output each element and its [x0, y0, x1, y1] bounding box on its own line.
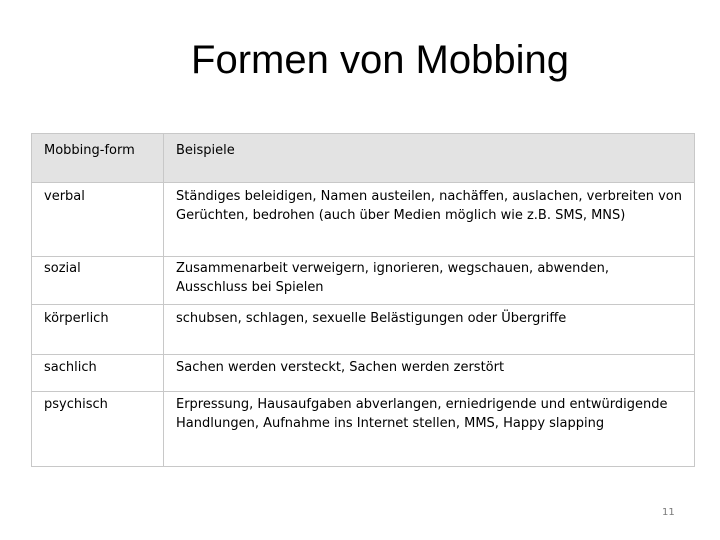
row-form-cell: körperlich [32, 305, 164, 355]
table-row [32, 392, 695, 467]
page-title: Formen von Mobbing [191, 38, 569, 82]
table-header-row [32, 134, 695, 183]
row-form-cell: psychisch [32, 392, 164, 467]
table-row [32, 257, 695, 305]
page-number: 11 [662, 507, 675, 518]
row-form-cell: sachlich [32, 355, 164, 392]
row-examples-cell: Ständiges beleidigen, Namen austeilen, nachäffen, auslachen, verbreiten von Gerüchten, bedrohen (auch über Medien möglich wie z.B. SMS, MNS) [164, 183, 695, 257]
table-row [32, 305, 695, 355]
column-header-mobbing-form: Mobbing-form [32, 134, 164, 183]
mobbing-table [31, 133, 695, 467]
row-examples-cell: Sachen werden versteckt, Sachen werden zerstört [164, 355, 695, 392]
row-examples-cell: Zusammenarbeit verweigern, ignorieren, wegschauen, abwenden, Ausschluss bei Spielen [164, 257, 695, 305]
row-examples-cell: Erpressung, Hausaufgaben abverlangen, erniedrigende und entwürdigende Handlungen, Aufnahme ins Internet stellen, MMS, Happy slapping [164, 392, 695, 467]
row-form-cell: verbal [32, 183, 164, 257]
table-row [32, 183, 695, 257]
column-header-beispiele: Beispiele [164, 134, 695, 183]
row-form-cell: sozial [32, 257, 164, 305]
table-row [32, 355, 695, 392]
row-examples-cell: schubsen, schlagen, sexuelle Belästigungen oder Übergriffe [164, 305, 695, 355]
